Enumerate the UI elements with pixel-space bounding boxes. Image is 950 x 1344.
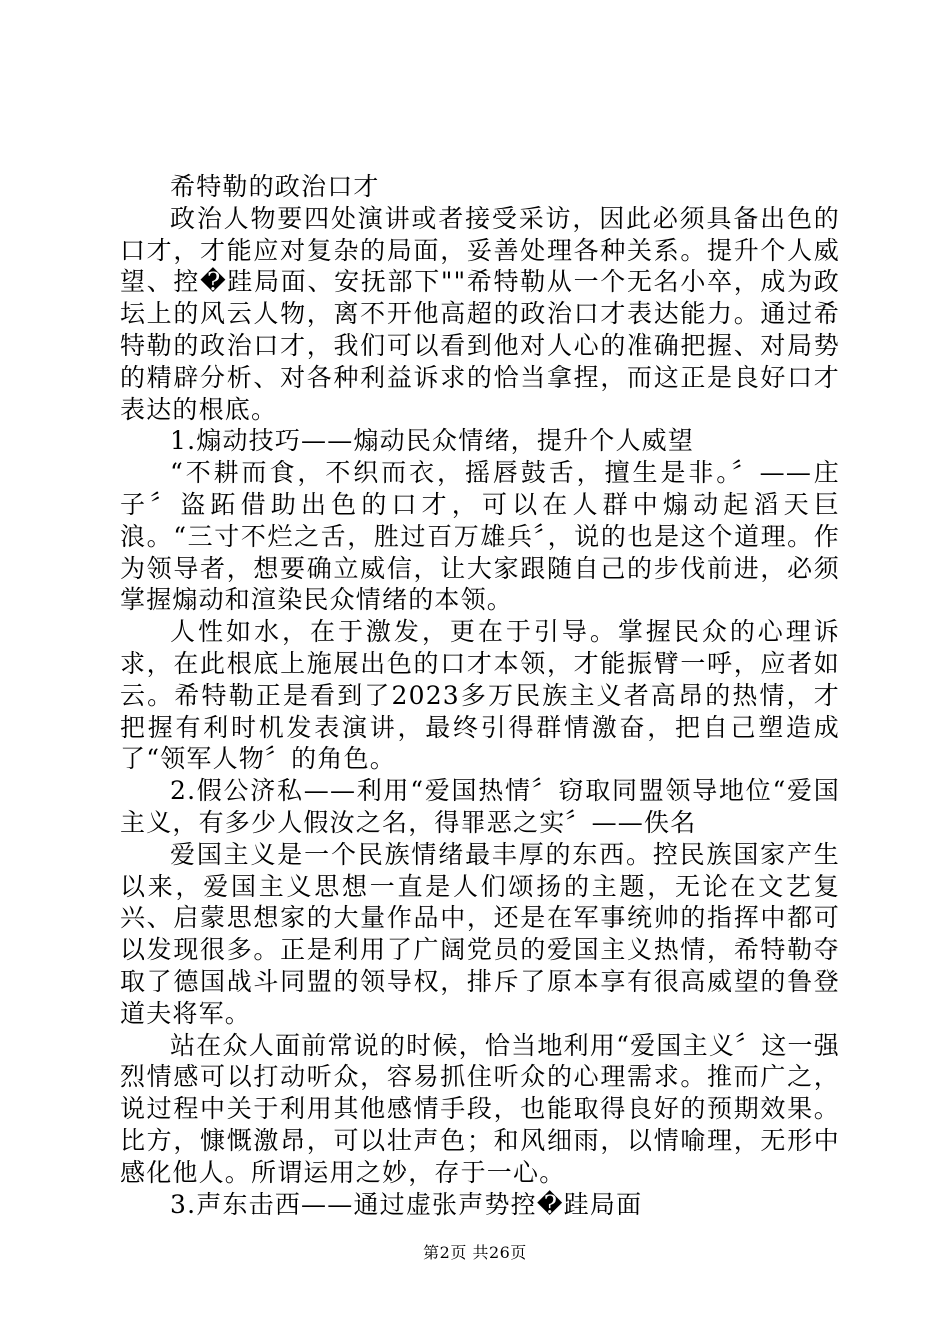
paragraph: 人性如水，在于激发，更在于引导。掌握民众的心理诉求，在此根底上施展出色的口才本领，才能振臂一呼，应者如云。希特勒正是看到了2023多万民族主义者高昂的热情，才把握有利时机发表演讲，最终引得群情激奋，把自己塑造成了“领军人物〞的角色。	[120, 617, 840, 774]
document-body	[120, 171, 840, 1220]
paragraph: 站在众人面前常说的时候，恰当地利用“爱国主义〞这一强烈情感可以打动听众，容易抓住听众的心理需求。推而广之，说过程中关于利用其他感情手段，也能取得良好的预期效果。比方，慷慨激昂，可以壮声色；和风细雨，以情喻理，无形中感化他人。所谓运用之妙，存于一心。	[120, 1030, 840, 1187]
section-heading: 3.声东击西——通过虚张声势控�跬局面	[170, 1189, 643, 1219]
document-title: 希特勒的政治口才	[170, 172, 380, 201]
paragraph: “不耕而食，不织而衣，摇唇鼓舌，擅生是非。〞——庄子〞盗跖借助出色的口才，可以在人群中煽动起滔天巨浪。“三寸不烂之舌，胜过百万雄兵〞，说的也是这个道理。作为领导者，想要确立威信，让大家跟随自己的步伐前进，必须掌握煽动和渲染民众情绪的本领。	[120, 458, 840, 615]
page-number-footer: 第2页 共26页	[423, 1243, 527, 1262]
paragraph: 爱国主义是一个民族情绪最丰厚的东西。控民族国家产生以来，爱国主义思想一直是人们颂扬的主题，无论在文艺复兴、启蒙思想家的大量作品中，还是在军事统帅的指挥中都可以发现很多。正是利用了广阔党员的爱国主义热情，希特勒夺取了德国战斗同盟的领导权，排斥了原本享有很高威望的鲁登道夫将军。	[120, 839, 840, 1028]
section-heading: 1.煽动技巧——煽动民众情绪，提升个人威望	[170, 426, 695, 456]
section-heading: 2.假公济私——利用“爱国热情〞窃取同盟领导地位“爱国主义，有多少人假汝之名，得罪恶之实〞——佚名	[120, 776, 840, 837]
paragraph: 政治人物要四处演讲或者接受采访，因此必须具备出色的口才，才能应对复杂的局面，妥善处理各种关系。提升个人威望、控�跬局面、安抚部下""希特勒从一个无名小卒，成为政坛上的风云人物，离不开他高超的政治口才表达能力。通过希特勒的政治口才，我们可以看到他对人心的准确把握、对局势的精辟分析、对各种利益诉求的恰当拿捏，而这正是良好口才表达的根底。	[120, 203, 840, 424]
